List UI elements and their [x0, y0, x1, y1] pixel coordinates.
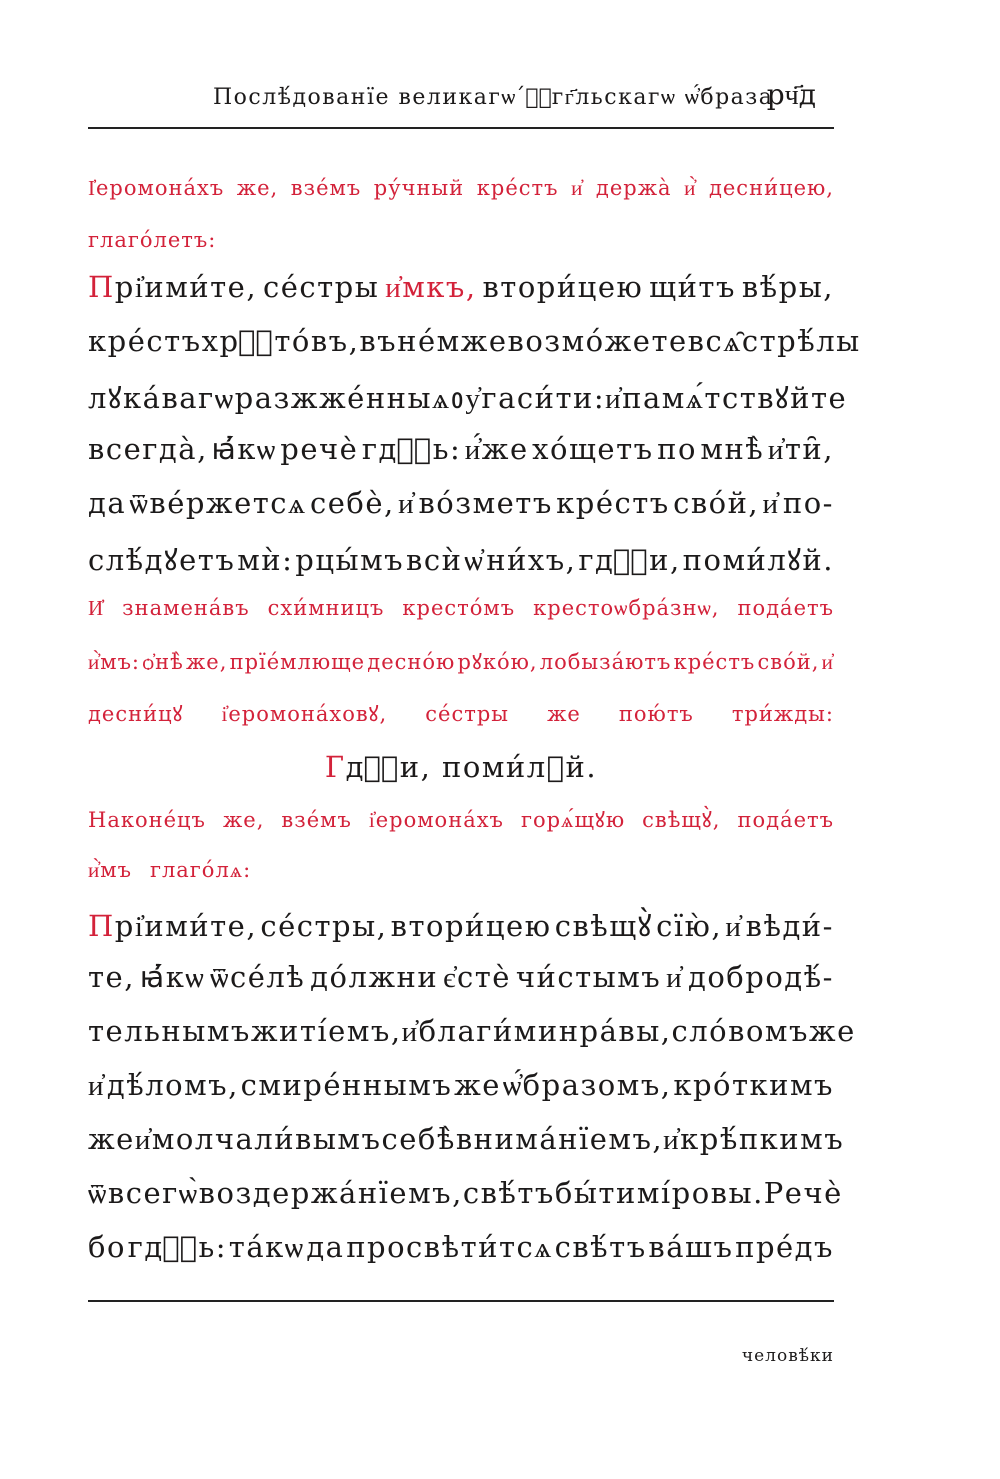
word-with-initial: [88, 270, 257, 305]
word: се́стры,: [260, 909, 388, 943]
word: рꙋко́ю,: [457, 650, 538, 674]
word: же: [88, 1122, 135, 1156]
word: ѡ҆́бразомъ,: [502, 1068, 672, 1102]
word: смире́ннымъ: [240, 1068, 453, 1102]
word: втори́цею: [390, 909, 552, 943]
word: лꙋка́вагѡ: [88, 381, 235, 415]
footer-rule: [88, 1300, 834, 1302]
word: Речѐ: [763, 1176, 843, 1210]
word: мнѣ̀: [700, 432, 765, 466]
word: и҆̀мъ: [88, 858, 132, 882]
word: те,: [88, 960, 135, 994]
page-number: рч҃д: [766, 78, 816, 111]
word: гдⷭ҇и,: [578, 543, 681, 577]
rubric-line: [88, 228, 834, 252]
word: пода́етъ: [737, 596, 834, 620]
running-title: Послѣ́дованїе великагѡ ࢍ҆́гг҃льскагѡ ѡ҆́браза: [213, 85, 774, 110]
word: добродѣ́-: [687, 960, 834, 994]
rubric-line: [88, 700, 834, 728]
word: бо: [88, 1230, 126, 1264]
word: свѣщꙋ̀,: [642, 808, 721, 832]
word: всегѡ̀: [107, 1176, 199, 1210]
word: не́мже: [397, 324, 508, 358]
body-line: [88, 432, 834, 467]
word: нра́вы,: [558, 1014, 672, 1048]
word: десни́цею,: [708, 176, 834, 200]
word: сво́й,: [757, 650, 820, 674]
word: знамена́въ: [122, 596, 250, 620]
word: житі́емъ,: [250, 1014, 402, 1048]
word: тельнымъ: [88, 1014, 251, 1048]
word: речѐ: [280, 432, 359, 466]
word: молчали́вымъ: [151, 1122, 382, 1156]
word: ѿве́ржетсѧ: [129, 486, 307, 520]
word: благи́ми: [418, 1014, 559, 1048]
drop-initial: Г: [324, 750, 346, 784]
word: И҆: [88, 596, 105, 620]
word: же: [454, 1068, 501, 1102]
word: хо́щетъ: [532, 432, 654, 466]
word: і҆еромона́хъ: [368, 808, 504, 832]
body-line: [88, 1176, 843, 1211]
word: рцы́мъ: [295, 543, 405, 577]
word: бы́ти: [554, 1176, 637, 1210]
word: се́стры: [262, 270, 380, 304]
word: слѣ́дꙋетъ: [88, 543, 236, 577]
body-line: [88, 378, 848, 417]
word: поми́лꙋй.: [682, 543, 834, 577]
word: свѣщꙋ̀: [554, 909, 653, 943]
word: возмо́жете: [507, 324, 688, 358]
word: ва́шъ: [648, 1230, 734, 1264]
word: ᲂу҆гаси́ти:: [450, 381, 606, 415]
word: и҆: [398, 486, 416, 520]
rubric-line: [88, 806, 834, 834]
rubric-line: [88, 176, 834, 201]
word: же,: [236, 176, 279, 200]
body-line: [88, 1122, 845, 1157]
word: же: [808, 1014, 856, 1048]
word: пода́етъ: [737, 808, 834, 832]
word: по: [657, 432, 697, 466]
rubric-line: [88, 648, 834, 676]
word: просвѣти́тсѧ: [346, 1230, 553, 1264]
word: горѧ́щꙋю: [520, 808, 626, 832]
word: вѣди́-: [745, 909, 834, 943]
word: лобыза́ютъ: [539, 650, 672, 674]
word: и҆: [401, 1014, 419, 1048]
word: себѐ,: [310, 486, 395, 520]
word: и҆́же: [464, 432, 529, 466]
word: и҆: [725, 909, 743, 943]
word: сво́й,: [673, 486, 760, 520]
word: ѻ҆нѣ̀: [142, 650, 184, 674]
word: глаго́лѧ:: [149, 858, 252, 882]
body-line: [88, 540, 834, 579]
header-rule: [88, 127, 834, 129]
word: ѿ: [88, 1176, 108, 1210]
center-line: [88, 750, 834, 784]
word: прїе́млюще: [229, 650, 366, 674]
word: хрⷭ҇то́въ,: [201, 324, 360, 358]
word: дѣ́ломъ,: [106, 1068, 239, 1102]
word: І҆еромона́хъ: [88, 176, 225, 200]
word: же,: [185, 650, 228, 674]
word: кресто́мъ: [402, 596, 516, 620]
word: гдⷭ҇ь:: [361, 432, 462, 466]
word: мі́ровы.: [636, 1176, 764, 1210]
word: свѣ́тъ: [462, 1176, 555, 1210]
word: взе́мъ: [281, 808, 352, 832]
word: щи́тъ: [649, 270, 736, 304]
word: мѝ:: [237, 543, 294, 577]
body-line: [88, 324, 861, 359]
word: пою́тъ: [618, 702, 694, 726]
word: се́стры: [425, 702, 510, 726]
word: и҆: [821, 650, 834, 674]
word: ꙗ҆́кѡ: [139, 960, 206, 994]
word: кре́стъ: [88, 324, 202, 358]
word: до́лжни: [310, 960, 439, 994]
word: всегда̀,: [88, 432, 208, 466]
body-line: [88, 486, 834, 521]
body-line: [88, 960, 834, 995]
word: кре́стъ: [556, 486, 670, 520]
word: сїю̀,: [656, 909, 723, 943]
word: гдⷭ҇ь:: [127, 1230, 228, 1264]
drop-initial: П: [88, 909, 115, 943]
word: воздержа́нїемъ,: [198, 1176, 463, 1210]
word: въ: [359, 324, 398, 358]
word: же,: [222, 808, 265, 832]
word: крѣ́пкимъ: [680, 1122, 845, 1156]
word: и҆: [88, 1068, 106, 1102]
word: десно́ю: [367, 650, 456, 674]
body-line: [88, 1230, 834, 1265]
body-line: [88, 270, 834, 305]
running-head: [88, 78, 834, 118]
word: и҆: [571, 176, 584, 200]
body-line: [88, 1014, 856, 1049]
word: взе́мъ: [290, 176, 362, 200]
body-line: [88, 906, 834, 945]
word: и҆: [762, 486, 780, 520]
word: себѣ̀: [381, 1122, 456, 1156]
word: три́жды:: [731, 702, 834, 726]
word: да: [88, 486, 127, 520]
word: ру́чный: [373, 176, 465, 200]
word: ꙗ҆́кѡ: [211, 432, 277, 466]
word: разжже́нныѧ: [234, 381, 451, 415]
word: ѡ҆: [464, 543, 485, 577]
word: свѣ́тъ: [554, 1230, 647, 1264]
word: десни́цꙋ: [88, 702, 184, 726]
body-line: [88, 1068, 834, 1103]
word: схи́мницъ: [267, 596, 385, 620]
word: и҆: [663, 1122, 681, 1156]
word: рі҆ими́те,: [114, 270, 258, 304]
word: и҆: [134, 1122, 152, 1156]
rubric-line: [88, 596, 834, 621]
word: глаго́летъ:: [88, 228, 217, 252]
word: всѝ: [406, 543, 463, 577]
word: кре́стъ: [673, 650, 756, 674]
word: же: [547, 702, 581, 726]
word: и҆̀: [684, 176, 697, 200]
word: Наконе́цъ: [88, 808, 206, 832]
word: и҆̀мъ:: [88, 650, 141, 674]
word: крестоѡбра́знѡ,: [533, 596, 720, 620]
word: всѧ̑: [687, 324, 742, 358]
word: да: [306, 1230, 345, 1264]
word: пре́дъ: [735, 1230, 834, 1264]
word: ни́хъ,: [486, 543, 577, 577]
word: чи́стымъ: [515, 960, 662, 994]
word: втори́цею: [482, 270, 644, 304]
word-with-initial: [88, 909, 257, 944]
word: і҆еромона́ховꙋ,: [221, 702, 388, 726]
word: держа̀: [595, 176, 672, 200]
word: памѧ́тствꙋйте: [622, 381, 848, 415]
center-text: дⷭ҇и, поми́лꙋй.: [345, 750, 598, 784]
word: и҆: [605, 381, 623, 415]
word: вѣ́ры,: [741, 270, 834, 304]
drop-initial: П: [88, 270, 115, 304]
word: ѿсе́лѣ: [210, 960, 306, 994]
word: стрѣ́лы: [741, 324, 861, 358]
word: и҆ти̑,: [767, 432, 834, 466]
catchword: человѣ́ки: [741, 1346, 834, 1366]
rubric-line: [88, 858, 834, 883]
word: та́кѡ: [228, 1230, 305, 1264]
word: кре́стъ: [476, 176, 559, 200]
word: сло́вомъ: [671, 1014, 809, 1048]
word: внима́нїемъ,: [455, 1122, 664, 1156]
word: є҆стѐ: [443, 960, 511, 994]
word: и҆: [666, 960, 684, 994]
word: во́зметъ: [418, 486, 553, 520]
word: по-: [782, 486, 834, 520]
word: и҆мкъ,: [385, 270, 477, 304]
word: рі҆ими́те,: [114, 909, 258, 943]
word: кро́ткимъ: [673, 1068, 834, 1102]
